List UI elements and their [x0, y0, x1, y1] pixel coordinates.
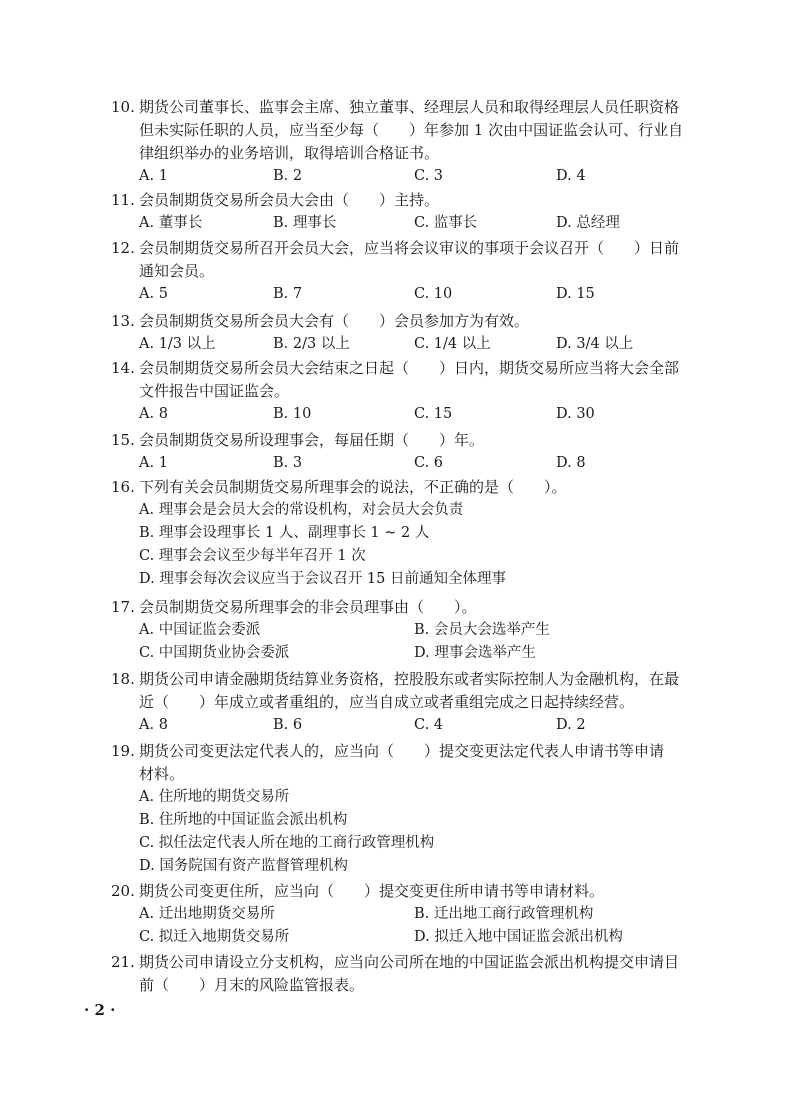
option-c: C. 4 — [414, 717, 444, 733]
options-row — [111, 786, 726, 809]
question-number: 21. — [111, 953, 135, 971]
option-a: A. 迁出地期货交易所 — [139, 906, 275, 922]
option-d: D. 拟迁入地中国证监会派出机构 — [414, 929, 623, 945]
options-row — [111, 212, 726, 235]
option-d: D. 理事会选举产生 — [414, 645, 536, 661]
option-d: D. 4 — [556, 168, 586, 184]
options-row — [111, 333, 726, 356]
options-row — [111, 903, 726, 926]
option-c: C. 3 — [414, 168, 444, 184]
question-17 — [111, 596, 726, 665]
option-a: A. 1 — [139, 455, 168, 471]
option-d: D. 理事会每次会议应当于会议召开 15 日前通知全体理事 — [139, 571, 506, 587]
question-text: 律组织举办的业务培训，取得培训合格证书。 — [139, 144, 440, 162]
options-row — [111, 452, 726, 475]
options-row — [111, 855, 726, 878]
question-number: 12. — [111, 239, 135, 257]
option-a: A. 住所地的期货交易所 — [139, 789, 290, 805]
option-b: B. 2/3 以上 — [273, 336, 350, 352]
question-10 — [111, 96, 726, 188]
option-c: C. 拟迁入地期货交易所 — [139, 929, 290, 945]
question-text: 期货公司董事长、监事会主席、独立董事、经理层人员和取得经理层人员任职资格 — [139, 98, 680, 116]
option-b: B. 3 — [273, 455, 303, 471]
options-row — [111, 619, 726, 642]
question-text: 下列有关会员制期货交易所理事会的说法，不正确的是（ ）。 — [139, 478, 567, 496]
options-row — [111, 522, 726, 545]
option-a: A. 5 — [139, 286, 168, 302]
page-number: · 2 · — [84, 1001, 116, 1019]
option-a: A. 8 — [139, 406, 168, 422]
question-text: 期货公司申请设立分支机构，应当向公司所在地的中国证监会派出机构提交申请目 — [139, 953, 680, 971]
options-row — [111, 165, 726, 188]
option-c: C. 监事长 — [414, 215, 478, 231]
option-b: B. 6 — [273, 717, 303, 733]
option-d: D. 国务院国有资产监督管理机构 — [139, 858, 348, 874]
question-number: 19. — [111, 742, 135, 760]
question-number: 16. — [111, 478, 135, 496]
option-c: C. 中国期货业协会委派 — [139, 645, 290, 661]
question-text: 材料。 — [139, 765, 185, 783]
option-d: D. 15 — [556, 286, 595, 302]
question-number: 15. — [111, 431, 135, 449]
option-c: C. 拟任法定代表人所在地的工商行政管理机构 — [139, 835, 435, 851]
option-b: B. 2 — [273, 168, 303, 184]
question-12 — [111, 237, 726, 306]
option-a: A. 董事长 — [139, 215, 203, 231]
question-number: 20. — [111, 882, 135, 900]
question-text: 期货公司变更法定代表人的，应当向（ ）提交变更法定代表人申请书等申请 — [139, 742, 665, 760]
question-text: 期货公司变更住所，应当向（ ）提交变更住所申请书等申请材料。 — [139, 882, 605, 900]
question-21 — [111, 951, 726, 997]
option-b: B. 理事长 — [273, 215, 337, 231]
option-b: B. 住所地的中国证监会派出机构 — [139, 812, 348, 828]
options-row — [111, 642, 726, 665]
option-a: A. 8 — [139, 717, 168, 733]
options-row — [111, 832, 726, 855]
question-16 — [111, 476, 726, 591]
option-d: D. 3/4 以上 — [556, 336, 634, 352]
option-a: A. 1/3 以上 — [139, 336, 216, 352]
options-row — [111, 926, 726, 949]
option-d: D. 2 — [556, 717, 586, 733]
question-14 — [111, 357, 726, 426]
option-a: A. 1 — [139, 168, 168, 184]
question-text: 会员制期货交易所会员大会由（ ）主持。 — [139, 191, 440, 209]
option-b: B. 理事会设理事长 1 人、副理事长 1 ~ 2 人 — [139, 525, 430, 541]
question-18 — [111, 668, 726, 737]
question-20 — [111, 880, 726, 949]
question-number: 13. — [111, 312, 135, 330]
question-text: 会员制期货交易所设理事会，每届任期（ ）年。 — [139, 431, 485, 449]
question-15 — [111, 429, 726, 475]
question-number: 17. — [111, 598, 135, 616]
question-text: 通知会员。 — [139, 262, 215, 280]
question-text: 会员制期货交易所会员大会有（ ）会员参加方为有效。 — [139, 312, 530, 330]
options-row — [111, 568, 726, 591]
options-row — [111, 714, 726, 737]
option-c: C. 15 — [414, 406, 453, 422]
options-row — [111, 545, 726, 568]
options-row — [111, 283, 726, 306]
option-d: D. 总经理 — [556, 215, 620, 231]
option-c: C. 6 — [414, 455, 444, 471]
option-b: B. 会员大会选举产生 — [414, 622, 550, 638]
question-number: 11. — [111, 191, 135, 209]
question-text: 会员制期货交易所会员大会结束之日起（ ）日内，期货交易所应当将大会全部 — [139, 359, 680, 377]
question-text: 但未实际任职的人员，应当至少每（ ）年参加 1 次由中国证监会认可、行业自 — [139, 121, 684, 139]
option-d: D. 30 — [556, 406, 595, 422]
question-19 — [111, 740, 726, 878]
options-row — [111, 403, 726, 426]
question-text: 近（ ）年成立或者重组的，应当自成立或者重组完成之日起持续经营。 — [139, 693, 635, 711]
option-a: A. 中国证监会委派 — [139, 622, 261, 638]
options-row — [111, 809, 726, 832]
option-c: C. 10 — [414, 286, 453, 302]
option-b: B. 10 — [273, 406, 312, 422]
option-b: B. 迁出地工商行政管理机构 — [414, 906, 594, 922]
question-text: 会员制期货交易所召开会员大会，应当将会议审议的事项于会议召开（ ）日前 — [139, 239, 680, 257]
question-13 — [111, 310, 726, 356]
options-row — [111, 499, 726, 522]
option-a: A. 理事会是会员大会的常设机构，对会员大会负责 — [139, 502, 464, 518]
question-text: 前（ ）月末的风险监管报表。 — [139, 976, 365, 994]
question-text: 文件报告中国证监会。 — [139, 382, 290, 400]
question-number: 10. — [111, 98, 135, 116]
option-c: C. 1/4 以上 — [414, 336, 491, 352]
question-11 — [111, 189, 726, 235]
option-c: C. 理事会会议至少每半年召开 1 次 — [139, 548, 366, 564]
question-number: 18. — [111, 670, 135, 688]
option-b: B. 7 — [273, 286, 303, 302]
question-text: 会员制期货交易所理事会的非会员理事由（ ）。 — [139, 598, 477, 616]
question-number: 14. — [111, 359, 135, 377]
option-d: D. 8 — [556, 455, 586, 471]
question-text: 期货公司申请金融期货结算业务资格，控股股东或者实际控制人为金融机构，在最 — [139, 670, 680, 688]
